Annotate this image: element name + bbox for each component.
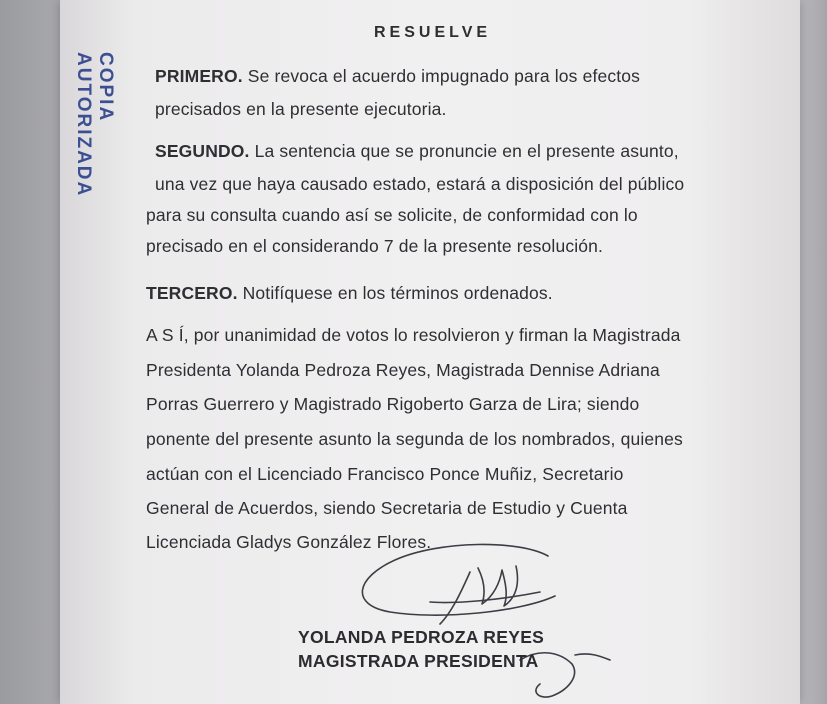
tercero-label: TERCERO. [146,283,238,303]
asi-line-1: A S Í, por unanimidad de votos lo resolvieron y firman la Magistrada [146,325,681,345]
segundo-line-3: para su consulta cuando así se solicite, de conformidad con lo [146,205,638,225]
signatory-name: YOLANDA PEDROZA REYES [298,627,545,647]
asi-line-4: ponente del presente asunto la segunda de los nombrados, quienes [146,429,683,449]
segundo-line-2: una vez que haya causado estado, estará a disposición del público [155,174,685,194]
asi-line-3: Porras Guerrero y Magistrado Rigoberto Garza de Lira; siendo [146,394,640,414]
segundo-label: SEGUNDO. [155,141,250,161]
asi-line-6: General de Acuerdos, siendo Secretaria de Estudio y Cuenta [146,498,628,518]
resolution-title: RESUELVE [374,24,492,41]
primero-line-1: PRIMERO. Se revoca el acuerdo impugnado para los efectos [155,66,641,86]
primero-label: PRIMERO. [155,66,243,86]
segundo-line-1: SEGUNDO. La sentencia que se pronuncie en el presente asunto, [155,141,679,161]
tercero-line-1: TERCERO. Notifíquese en los términos ordenados. [146,283,553,303]
primero-line-2: precisados en la presente ejecutoria. [155,99,447,119]
asi-line-2: Presidenta Yolanda Pedroza Reyes, Magistrada Dennise Adriana [146,360,660,380]
segundo-line-4: precisado en el considerando 7 de la presente resolución. [146,236,604,256]
asi-line-5: actúan con el Licenciado Francisco Ponce Muñiz, Secretario [146,464,624,484]
asi-line-7: Licenciada Gladys González Flores. [146,532,432,552]
signatory-role: MAGISTRADA PRESIDENTA [298,651,539,671]
stamp-text: COPIA AUTORIZADA [73,52,116,198]
